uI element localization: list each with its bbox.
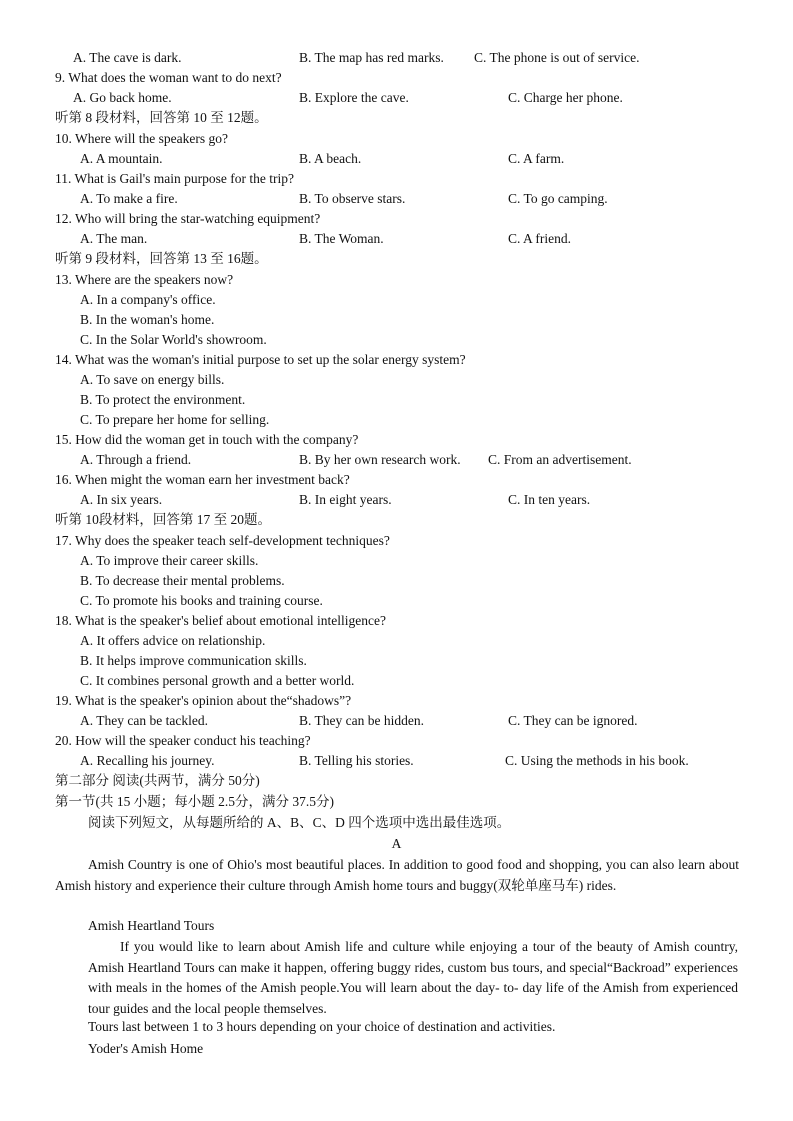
- option-b: B. It helps improve communication skills.: [80, 653, 307, 668]
- option-b: B. The Woman.: [299, 231, 384, 246]
- option-a: A. Through a friend.: [80, 452, 192, 467]
- option-b: B. In eight years.: [299, 492, 392, 507]
- section-heading: 第一节(共 15 小题；每小题 2.5分，满分 37.5分): [55, 794, 334, 809]
- section-instruction: 听第 8 段材料，回答第 10 至 12题。: [55, 110, 268, 125]
- option-c: C. To go camping.: [508, 191, 608, 206]
- option-c: C. In ten years.: [508, 492, 591, 507]
- question-18: 18. What is the speaker's belief about emotional intelligence?: [55, 613, 386, 628]
- question-14: 14. What was the woman's initial purpose to set up the solar energy system?: [55, 352, 466, 367]
- passage-sentence: Tours last between 1 to 3 hours depending on your choice of destination and activities.: [88, 1019, 556, 1034]
- option-c: C. The phone is out of service.: [474, 50, 640, 65]
- option-a: A. To improve their career skills.: [80, 553, 259, 568]
- option-b: B. Telling his stories.: [299, 753, 414, 768]
- question-15: 15. How did the woman get in touch with the company?: [55, 432, 359, 447]
- option-c: C. Charge her phone.: [508, 90, 623, 105]
- part-heading: 第二部分 阅读(共两节，满分 50分): [55, 773, 260, 788]
- option-c: C. In the Solar World's showroom.: [80, 332, 267, 347]
- passage-subheading: Yoder's Amish Home: [88, 1041, 204, 1056]
- option-b: B. They can be hidden.: [299, 713, 424, 728]
- reading-instruction: 阅读下列短文，从每题所给的 A、B、C、D 四个选项中选出最佳选项。: [88, 815, 511, 830]
- option-c: C. To prepare her home for selling.: [80, 412, 270, 427]
- section-instruction: 听第 9 段材料，回答第 13 至 16题。: [55, 251, 268, 266]
- option-c: C. A friend.: [508, 231, 571, 246]
- section-instruction: 听第 10段材料，回答第 17 至 20题。: [55, 512, 271, 527]
- option-a: A. It offers advice on relationship.: [80, 633, 266, 648]
- option-a: A. In a company's office.: [80, 292, 216, 307]
- question-11: 11. What is Gail's main purpose for the trip?: [55, 171, 295, 186]
- option-b: B. In the woman's home.: [80, 312, 215, 327]
- passage-label: A: [391, 836, 402, 851]
- question-20: 20. How will the speaker conduct his teaching?: [55, 733, 311, 748]
- passage-paragraph: If you would like to learn about Amish life and culture while enjoying a tour of the beauty of Amish country, Amish Heartland Tours can make it happen, offering buggy rides, custom bus tours, and special“Backroad” experiences with meals in the homes of the Amish people.You will learn about the day- to- day life of the Amish from experienced tour guides and the local people themselves.: [88, 939, 738, 1016]
- option-b: B. A beach.: [299, 151, 362, 166]
- option-c: C. Using the methods in his book.: [505, 753, 689, 768]
- option-a: A. Recalling his journey.: [80, 753, 215, 768]
- option-b: B. The map has red marks.: [299, 50, 444, 65]
- option-c: C. From an advertisement.: [488, 452, 632, 467]
- option-b: B. To decrease their mental problems.: [80, 573, 285, 588]
- option-a: A. The man.: [80, 231, 148, 246]
- question-13: 13. Where are the speakers now?: [55, 272, 234, 287]
- question-16: 16. When might the woman earn her investment back?: [55, 472, 350, 487]
- question-9: 9. What does the woman want to do next?: [55, 70, 282, 85]
- option-b: B. To observe stars.: [299, 191, 406, 206]
- question-17: 17. Why does the speaker teach self-development techniques?: [55, 533, 390, 548]
- option-a: A. To save on energy bills.: [80, 372, 225, 387]
- question-10: 10. Where will the speakers go?: [55, 131, 228, 146]
- passage-subheading: Amish Heartland Tours: [88, 918, 215, 933]
- option-a: A. They can be tackled.: [80, 713, 208, 728]
- option-a: A. In six years.: [80, 492, 163, 507]
- passage-paragraph: Amish Country is one of Ohio's most beautiful places. In addition to good food and shopping, you can also learn about Amish history and experience their culture through Amish home tours and buggy(双轮单座马车) rides.: [55, 857, 739, 893]
- option-c: C. To promote his books and training course.: [80, 593, 323, 608]
- option-a: A. A mountain.: [80, 151, 163, 166]
- option-b: B. To protect the environment.: [80, 392, 246, 407]
- option-b: B. Explore the cave.: [299, 90, 409, 105]
- option-a: A. Go back home.: [73, 90, 172, 105]
- option-a: A. The cave is dark.: [73, 50, 182, 65]
- option-b: B. By her own research work.: [299, 452, 461, 467]
- option-c: C. They can be ignored.: [508, 713, 638, 728]
- question-12: 12. Who will bring the star-watching equipment?: [55, 211, 321, 226]
- option-a: A. To make a fire.: [80, 191, 178, 206]
- option-c: C. A farm.: [508, 151, 565, 166]
- question-19: 19. What is the speaker's opinion about the“shadows”?: [55, 693, 352, 708]
- option-c: C. It combines personal growth and a better world.: [80, 673, 355, 688]
